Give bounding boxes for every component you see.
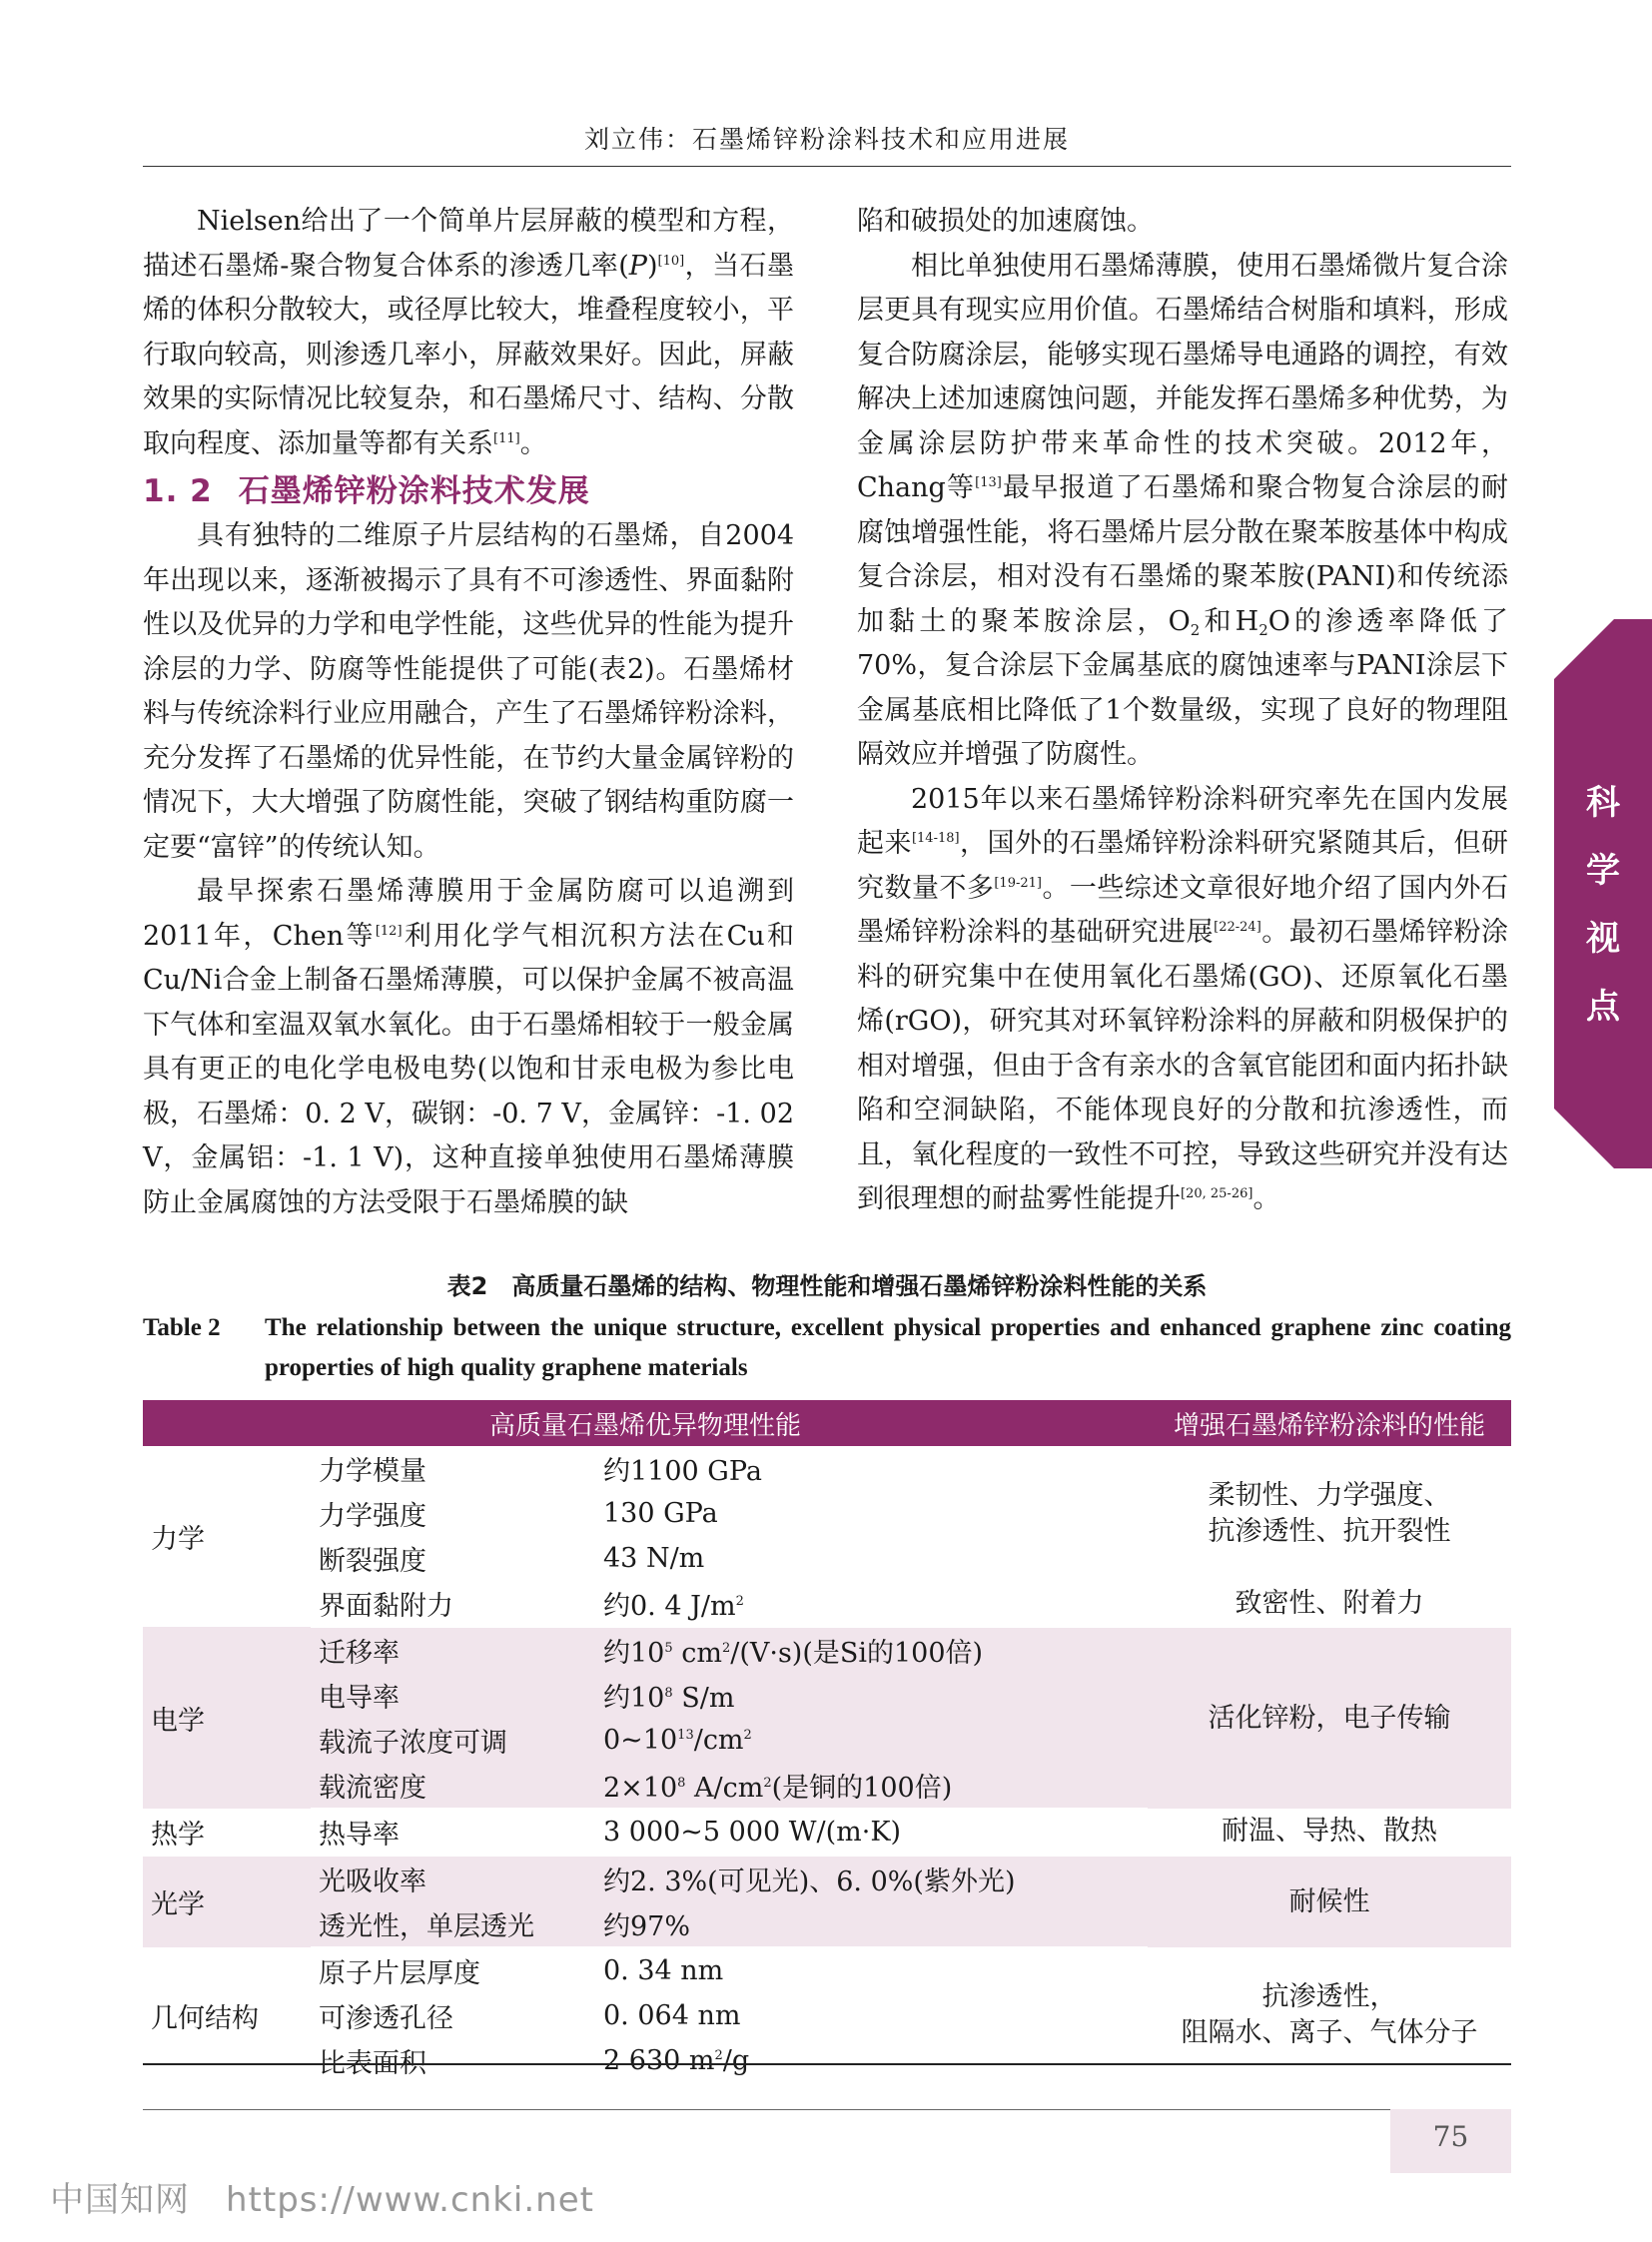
table-row: 载流密度 $2\times 10^8$ $A/cm^2$(是铜的100倍): [143, 1763, 1511, 1809]
cnki-url[interactable]: https://www.cnki.net: [226, 2180, 594, 2220]
citation: [20, 25-26]: [1181, 1186, 1253, 1201]
table-row: 载流子浓度可调 $0\sim 10^{13}/cm^2$: [143, 1718, 1511, 1763]
section-heading: 1. 2 石墨烯锌粉涂料技术发展: [143, 473, 590, 509]
citation: [22-24]: [1214, 920, 1261, 935]
performance-cell: 致密性、附着力: [1148, 1581, 1511, 1627]
group-geometry: 几何结构: [151, 2002, 259, 2034]
performance-cell: 抗渗透性， 阻隔水、离子、气体分子: [1181, 1981, 1478, 2048]
paragraph-development: 具有独特的二维原子片层结构的石墨烯，自2004年出现以来，逐渐被揭示了具有不可渗透性、界面黏附性以及优异的力学和电学性能，这些优异的性能为提升涂层的力学、防腐等性能提供了可能(表2)。石墨烯材料与传统涂料行业应用融合，产生了石墨烯锌粉涂料，充分发挥了石墨烯的优异性能，在节约大量金属锌粉的情况下，大大增强了防腐性能，突破了钢结构重防腐一定要“富锌”的传统认知。: [143, 520, 794, 863]
citation: [13]: [975, 475, 1002, 490]
performance-cell: 柔韧性、力学强度、 抗渗透性、抗开裂性: [1208, 1479, 1451, 1547]
table-row: 界面黏附力 约0. 4 $J/m^2$ 致密性、附着力: [143, 1581, 1511, 1627]
group-electrical: 电学: [143, 1627, 311, 1809]
group-thermal: 热学: [143, 1809, 311, 1856]
paragraph-chen: 最早探索石墨烯薄膜用于金属防腐可以追溯到2011年，Chen等[12]利用化学气相沉积方法在Cu和Cu/Ni合金上制备石墨烯薄膜，可以保护金属不被高温下气体和室温双氧水氧化。由于石墨烯相较于一般金属具有更正的电化学电极电势(以饱和甘汞电极为参比电极，石墨烯：0. 2 V，碳钢：-0. 7 V，金属锌：-1. 02 V，金属铝：-1. 1 V)，这种直接单独使用石墨烯薄膜防止金属腐蚀的方法受限于石墨烯膜的缺: [143, 876, 794, 1218]
left-column: [143, 200, 794, 1225]
table-row: 力学强度 130 GPa: [319, 1498, 718, 1532]
section-side-tab: [1554, 619, 1652, 1168]
paragraph-research: 2015年以来石墨烯锌粉涂料研究率先在国内发展起来[14-18]，国外的石墨烯锌粉涂料研究紧随其后，但研究数量不多[19-21]。一些综述文章很好地介绍了国内外石墨烯锌粉涂料的基础研究进展[22-24]。最初石墨烯锌粉涂料的研究集中在使用氧化石墨烯(GO)、还原氧化石墨烯(rGO)，研究其对环氧锌粉涂料的屏蔽和阴极保护的相对增强，但由于含有亲水的含氧官能团和面内拓扑缺陷和空洞缺陷，不能体现良好的分散和抗渗透性，而且，氧化程度的一致性不可控，导致这些研究并没有达到很理想的耐盐雾性能提升[20, 25-26]。: [857, 783, 1509, 1214]
table-header-performance: 增强石墨烯锌粉涂料的性能: [1148, 1400, 1511, 1446]
table-row: 几何结构 原子片层厚度 0. 34 nm 抗渗透性， 阻隔水、离子、气体分子: [143, 1947, 1511, 1993]
citation: [12]: [375, 923, 403, 939]
running-header: 刘立伟：石墨烯锌粉涂料技术和应用进展: [583, 125, 1070, 154]
citation: [10]: [657, 253, 685, 269]
paragraph-composite: 相比单独使用石墨烯薄膜，使用石墨烯微片复合涂层更具有现实应用价值。石墨烯结合树脂和填料，形成复合防腐涂层，能够实现石墨烯导电通路的调控，有效解决上述加速腐蚀问题，并能发挥石墨烯多种优势，为金属涂层防护带来革命性的技术突破。2012年，Chang等[13]最早报道了石墨烯和聚合物复合涂层的耐腐蚀增强性能，将石墨烯片层分散在聚苯胺基体中构成复合涂层，相对没有石墨烯的聚苯胺(PANI)和传统添加黏土的聚苯胺涂层，$O_2$和$H_2O$的渗透率降低了70%，复合涂层下金属基底的腐蚀速率与PANI涂层下金属基底相比降低了1个数量级，实现了良好的物理阻隔效应并增强了防腐性。: [857, 250, 1509, 770]
header-rule: [143, 166, 1511, 167]
citation: [14-18]: [911, 831, 960, 846]
group-optical: 光学: [143, 1856, 311, 1947]
table-row: 透光性，单层透光 约97%: [143, 1901, 1511, 1947]
cnki-watermark: [50, 2172, 594, 2221]
performance-cell: 耐温、导热、散热: [1148, 1809, 1511, 1856]
paragraph-nielsen: Nielsen给出了一个简单片层屏蔽的模型和方程，描述石墨烯-聚合物复合体系的渗透几率(P)[10]，当石墨烯的体积分散较大，或径厚比较大，堆叠程度较小，平行取向较高，则渗透几率小，屏蔽效果好。因此，屏蔽效果的实际情况比较复杂，和石墨烯尺寸、结构、分散取向程度、添加量等都有关系[11]。: [143, 206, 795, 459]
table-header-properties: 高质量石墨烯优异物理性能: [143, 1400, 1148, 1446]
table-row: 热学 热导率 3 000~5 000 W/(m·K) 耐温、导热、散热: [143, 1809, 1511, 1856]
table-row: 可渗透孔径 0. 064 nm: [319, 2000, 741, 2034]
page-number: 75: [1390, 2109, 1511, 2173]
performance-cell: 耐候性: [1148, 1856, 1511, 1947]
properties-table: [143, 1400, 1511, 2083]
table-bottom-rule: [143, 2063, 1511, 2065]
table-row: 比表面积 2 630 $m^2/g$: [319, 2045, 750, 2079]
table-row: 电导率 约$10^8$ S/m: [143, 1673, 1511, 1718]
citation: [19-21]: [994, 875, 1042, 891]
footer-rule: [143, 2109, 1441, 2110]
table-caption-cn: 表2 高质量石墨烯的结构、物理性能和增强石墨烯锌粉涂料性能的关系: [446, 1272, 1208, 1300]
table-row: 力学 力学模量 约1100 GPa 柔韧性、力学强度、 抗渗透性、抗开裂性: [143, 1446, 1511, 1491]
cnki-logo: 中国知网: [50, 2180, 190, 2220]
group-mechanics: 力学: [151, 1524, 205, 1555]
right-column: [857, 200, 1508, 1222]
side-tab-label: 科 学 视 点: [1586, 783, 1620, 1027]
paragraph-continued: 陷和破损处的加速腐蚀。: [857, 206, 1154, 237]
performance-cell: 活化锌粉，电子传输: [1148, 1627, 1511, 1809]
table-row: 光学 光吸收率 约2. 3%(可见光)、6. 0%(紫外光) 耐候性: [143, 1856, 1511, 1901]
citation: [11]: [493, 430, 520, 446]
table-row: 电学 迁移率 约$10^5$ $cm^2/(V\cdot s)$(是Si的100倍) 活化锌粉，电子传输: [143, 1627, 1511, 1673]
table-row: 断裂强度 43 N/m: [319, 1543, 705, 1577]
